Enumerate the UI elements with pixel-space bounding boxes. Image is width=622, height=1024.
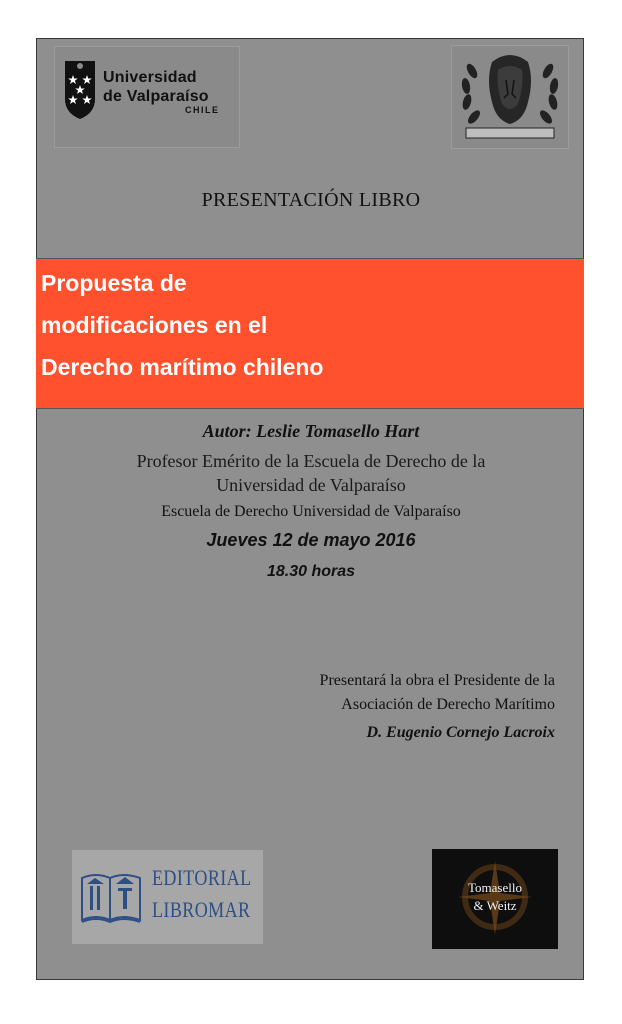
- firm-name: [432, 879, 558, 915]
- presenter-intro: [257, 669, 555, 717]
- tomasello-weitz-logo: [432, 849, 558, 949]
- firm-name-line2: & Weitz: [473, 898, 517, 913]
- presenter-name: D. Eugenio Cornejo Lacroix: [366, 724, 555, 741]
- editorial-libromar-logo: [72, 850, 263, 944]
- university-logo: [54, 46, 240, 148]
- event-poster: [36, 38, 584, 980]
- university-name: [103, 68, 243, 106]
- book-title: [41, 259, 561, 388]
- event-date: Jueves 12 de mayo 2016: [206, 530, 416, 550]
- presenter-intro-line2: Asociación de Derecho Marítimo: [341, 696, 555, 713]
- open-book-icon: [78, 864, 144, 930]
- laurel-medal-icon: [452, 46, 568, 148]
- section-title: PRESENTACIÓN LIBRO: [201, 189, 421, 211]
- author-line: Autor: Leslie Tomasello Hart: [202, 421, 420, 441]
- book-title-line: Derecho marítimo chileno: [41, 354, 324, 380]
- book-title-line: modificaciones en el: [41, 312, 268, 338]
- book-title-band: [36, 258, 584, 409]
- author-title-line2: Universidad de Valparaíso: [216, 475, 406, 495]
- presenter-intro-line1: Presentará la obra el Presidente de la: [319, 672, 555, 689]
- university-name-line2: de Valparaíso: [103, 88, 209, 105]
- firm-name-line1: Tomasello: [468, 880, 522, 895]
- editorial-name: [152, 862, 252, 926]
- university-country: CHILE: [185, 105, 220, 115]
- editorial-name-line1: EDITORIAL: [152, 865, 252, 890]
- editorial-name-line2: LIBROMAR: [152, 897, 251, 922]
- school-line: Escuela de Derecho Universidad de Valparaíso: [161, 503, 461, 520]
- author-title: [37, 449, 585, 497]
- medal-logo: [451, 45, 569, 149]
- star-shield-icon: [63, 59, 97, 121]
- author-title-line1: Profesor Emérito de la Escuela de Derecho de la: [136, 451, 486, 471]
- event-time: 18.30 horas: [266, 563, 356, 580]
- university-name-line1: Universidad: [103, 69, 197, 86]
- book-title-line: Propuesta de: [41, 270, 187, 296]
